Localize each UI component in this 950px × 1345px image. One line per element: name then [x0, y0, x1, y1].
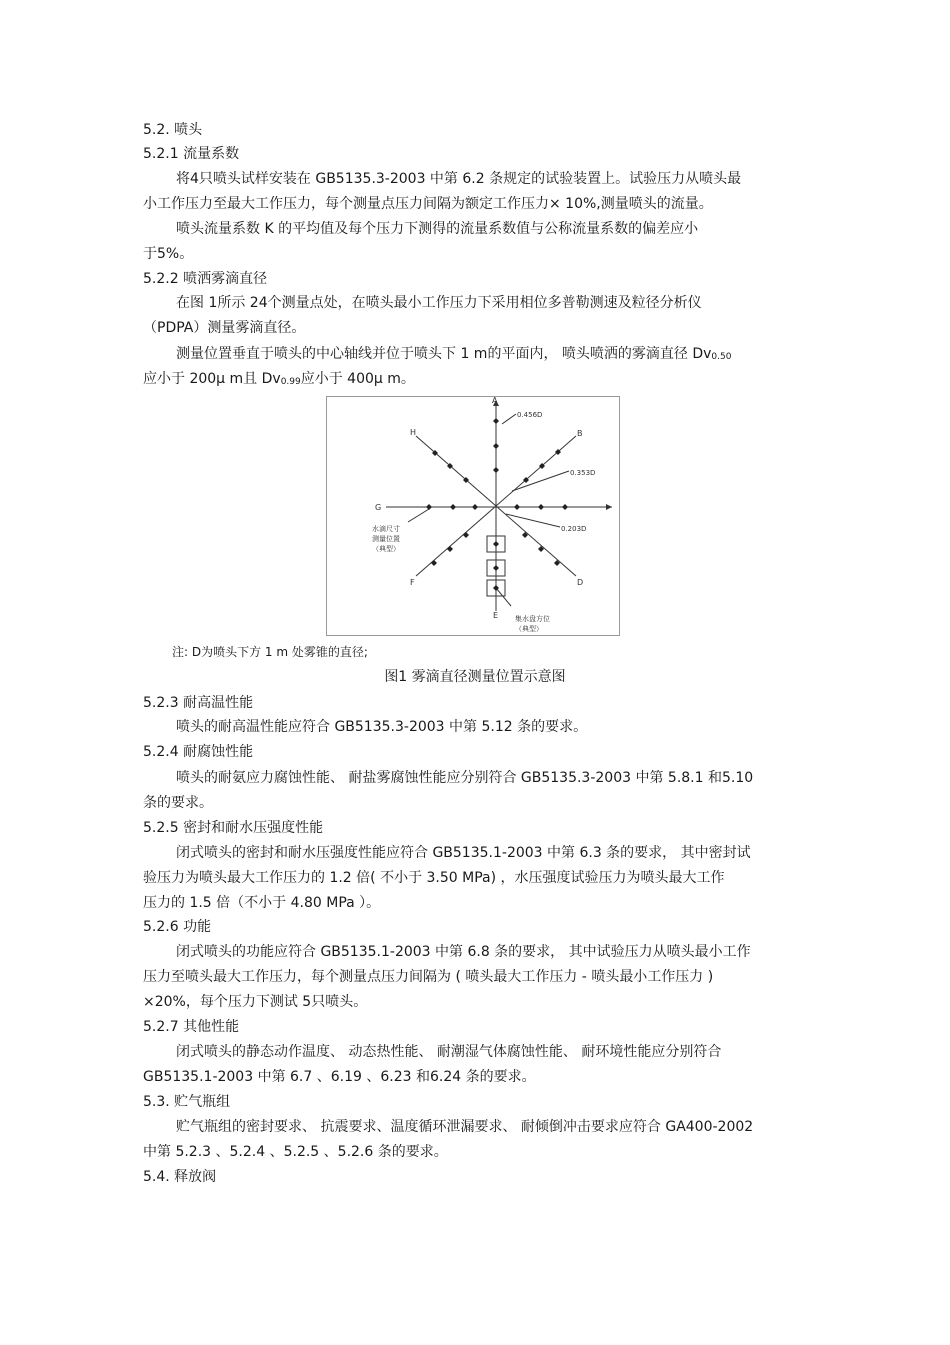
paragraph-line: 将4只喷头试样安装在 GB5135.3-2003 中第 6.2 条规定的试验装置上。试验压力从喷头最 — [176, 171, 742, 187]
paragraph-line: 中第 5.2.3 、5.2.4 、5.2.5 、5.2.6 条的要求。 — [143, 1144, 448, 1160]
paragraph-line: 喷头的耐氨应力腐蚀性能、 耐盐雾腐蚀性能应分别符合 GB5135.3-2003 中第 5.8.1 和5.10 — [176, 770, 754, 786]
label-r3: 0.203D — [561, 525, 587, 533]
label-a: A — [492, 396, 498, 405]
paragraph-line: 闭式喷头的静态动作温度、 动态热性能、 耐潮湿气体腐蚀性能、 耐环境性能应分别符合 — [176, 1044, 722, 1060]
subsection-heading: 5.2.1 流量系数 — [143, 146, 240, 162]
paragraph-line: 压力至喷头最大工作压力，每个测量点压力间隔为 ( 喷头最大工作压力 - 喷头最小工作压力 ) — [143, 969, 714, 985]
left-annot-line3: （典型） — [372, 545, 400, 553]
paragraph-text: 应小于 400μ m。 — [300, 371, 415, 387]
subsection-heading: 5.2.3 耐高温性能 — [143, 695, 254, 711]
paragraph-line: 闭式喷头的密封和耐水压强度性能应符合 GB5135.1-2003 中第 6.3 条的要求， 其中密封试 — [176, 845, 751, 861]
figure-caption: 图1 雾滴直径测量位置示意图 — [384, 669, 566, 685]
section-heading: 5.4. 释放阀 — [143, 1169, 217, 1185]
leader-bottom-annot — [496, 588, 511, 606]
figure-note: 注: D为喷头下方 1 m 处雾锥的直径; — [172, 645, 368, 659]
subsection-heading: 5.2.4 耐腐蚀性能 — [143, 744, 254, 760]
subsection-heading: 5.2.6 功能 — [143, 919, 212, 935]
axis-arrow-right — [606, 504, 612, 510]
left-annot-line2: 测量位置 — [372, 535, 400, 543]
paragraph-line — [143, 369, 415, 392]
subscript: 0.99 — [280, 377, 301, 387]
paragraph-line: 于5%。 — [143, 246, 194, 262]
section-heading: 5.3. 贮气瓶组 — [143, 1094, 231, 1110]
paragraph-line: 条的要求。 — [143, 795, 213, 811]
label-h: H — [410, 428, 417, 437]
paragraph-line: （PDPA）测量雾滴直径。 — [143, 320, 306, 336]
label-r2: 0.353D — [570, 469, 596, 477]
section-heading: 5.2. 喷头 — [143, 122, 203, 138]
paragraph-line: 验压力为喷头最大工作压力的 1.2 倍( 不小于 3.50 MPa) ，水压强度试验压力为喷头最大工作 — [143, 870, 725, 886]
subsection-heading: 5.2.7 其他性能 — [143, 1019, 240, 1035]
leader-r2 — [512, 471, 569, 491]
label-b: B — [577, 429, 583, 438]
measurement-position-diagram — [326, 396, 620, 636]
label-g: G — [375, 503, 382, 512]
paragraph-line: ×20%，每个压力下测试 5只喷头。 — [143, 994, 368, 1010]
paragraph-line — [176, 344, 731, 367]
subscript: 0.50 — [711, 352, 732, 362]
paragraph-line: 在图 1所示 24个测量点处，在喷头最小工作压力下采用相位多普勒测速及粒径分析仪 — [176, 295, 702, 311]
paragraph-line: 闭式喷头的功能应符合 GB5135.1-2003 中第 6.8 条的要求， 其中试验压力从喷头最小工作 — [176, 944, 751, 960]
label-f: F — [410, 578, 415, 587]
bottom-annot-line2: （典型） — [515, 625, 543, 633]
bottom-annot-line1: 集水盘方位 — [515, 615, 550, 623]
leader-r3 — [506, 514, 560, 527]
subsection-heading: 5.2.5 密封和耐水压强度性能 — [143, 820, 324, 836]
label-d: D — [577, 578, 584, 587]
label-e: E — [493, 611, 499, 620]
label-r1: 0.456D — [517, 411, 543, 419]
paragraph-line: 喷头的耐高温性能应符合 GB5135.3-2003 中第 5.12 条的要求。 — [176, 719, 588, 735]
paragraph-line: 贮气瓶组的密封要求、 抗震要求、温度循环泄漏要求、 耐倾倒冲击要求应符合 GA400-2002 — [176, 1119, 754, 1135]
subsection-heading: 5.2.2 喷洒雾滴直径 — [143, 271, 268, 287]
figure-border — [327, 397, 620, 636]
left-annot-line1: 水滴尺寸 — [372, 525, 400, 533]
paragraph-line: GB5135.1-2003 中第 6.7 、6.19 、6.23 和6.24 条的要求。 — [143, 1069, 536, 1085]
paragraph-line: 小工作压力至最大工作压力，每个测量点压力间隔为额定工作压力× 10%,测量喷头的流量。 — [143, 196, 713, 212]
diagram-svg — [326, 396, 620, 636]
leader-left-annot — [408, 509, 429, 522]
paragraph-text: 测量位置垂直于喷头的中心轴线并位于喷头下 1 m的平面内， 喷头喷洒的雾滴直径 Dv — [176, 346, 712, 362]
paragraph-line: 喷头流量系数 K 的平均值及每个压力下测得的流量系数值与公称流量系数的偏差应小 — [176, 221, 699, 237]
paragraph-line: 压力的 1.5 倍（不小于 4.80 MPa ）。 — [143, 895, 381, 911]
paragraph-text: 应小于 200μ m且 Dv — [143, 371, 281, 387]
leader-r1 — [502, 414, 516, 424]
